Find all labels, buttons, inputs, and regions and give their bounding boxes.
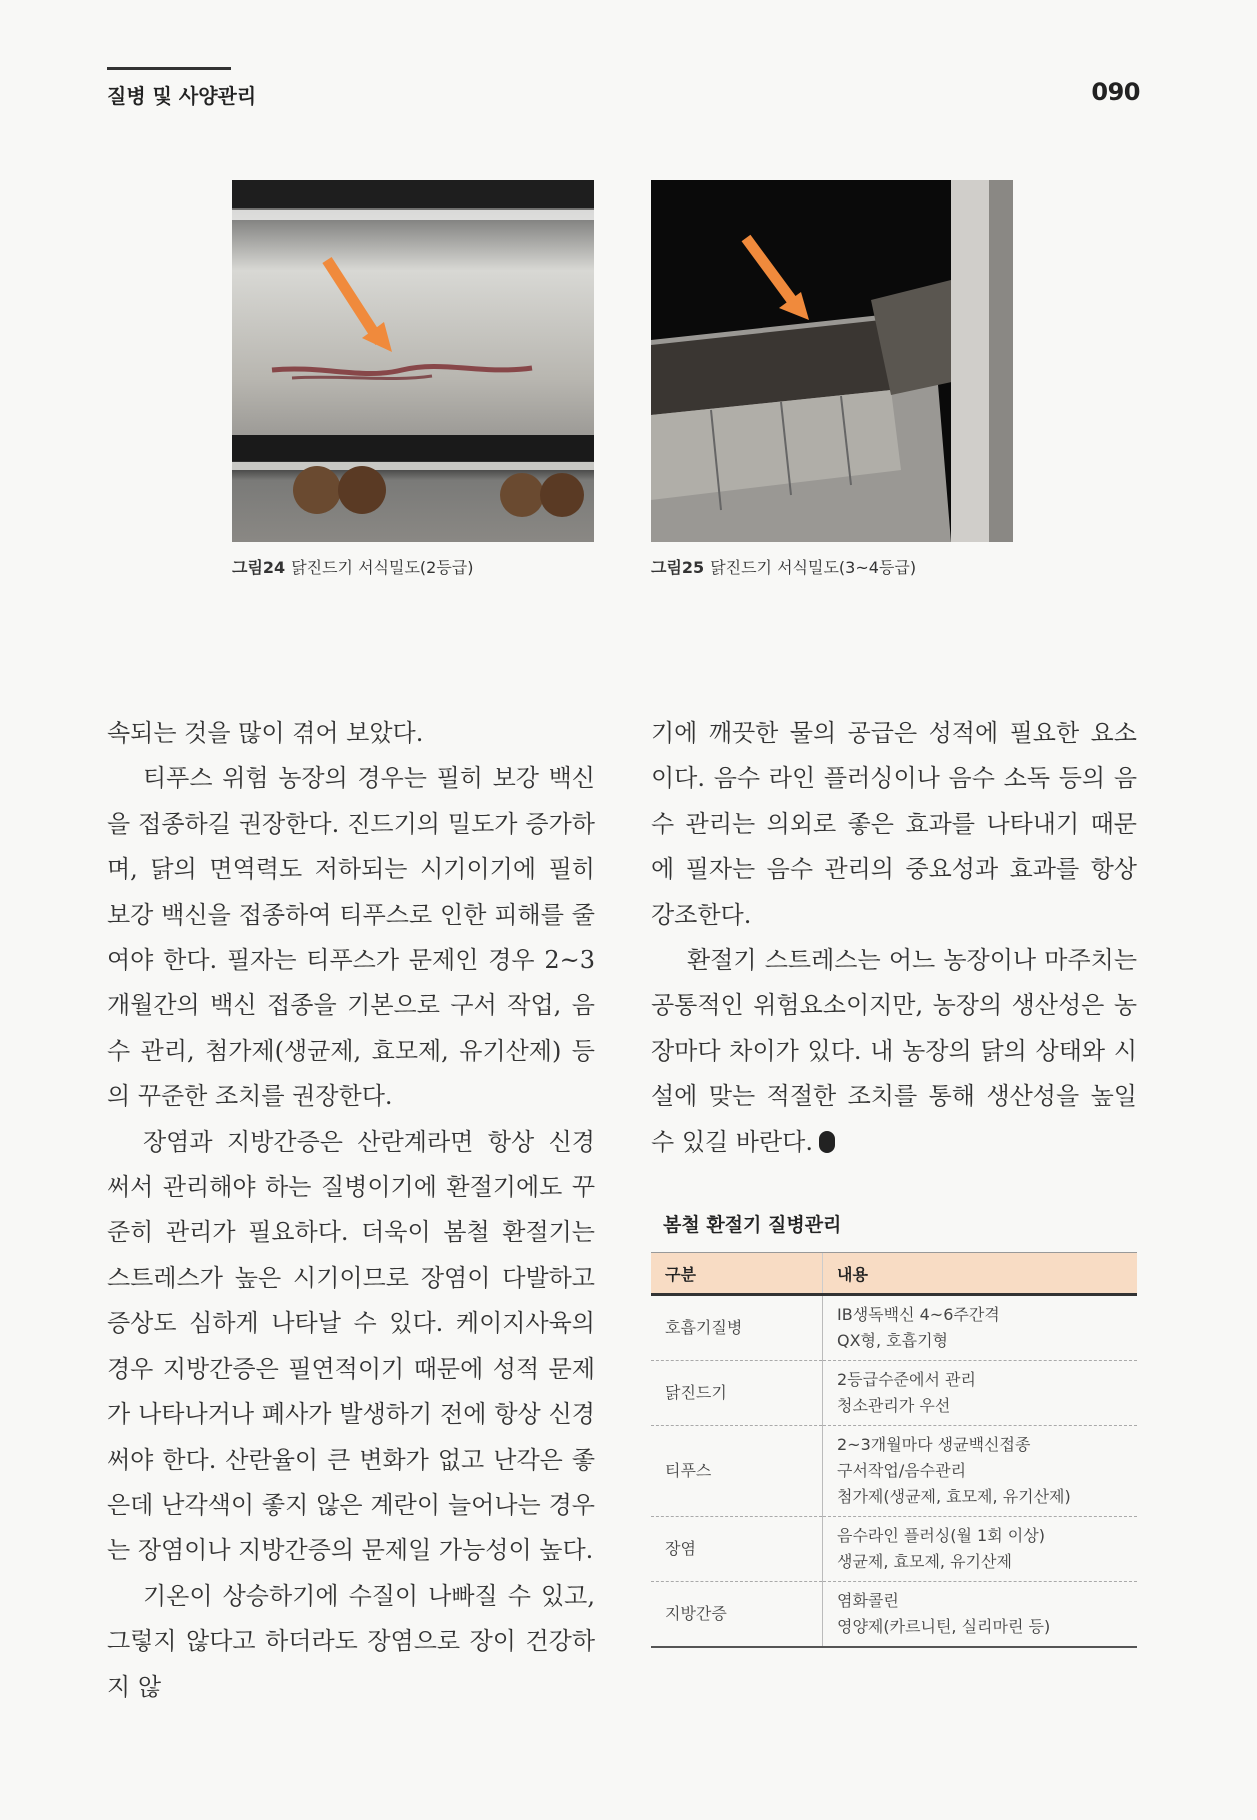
paragraph: 기온이 상승하기에 수질이 나빠질 수 있고, 그렇지 않다고 하더라도 장염으로 장이 건강하지 않 [107, 1581, 595, 1701]
table-title: 봄철 환절기 질병관리 [663, 1214, 842, 1236]
content-line: 생균제, 효모제, 유기산제 [837, 1552, 1012, 1571]
table-row [651, 1295, 1137, 1361]
content-line: 2~3개월마다 생균백신접종 [837, 1435, 1031, 1454]
content-line: 음수라인 플러싱(월 1회 이상) [837, 1526, 1045, 1545]
content-line: 첨가제(생균제, 효모제, 유기산제) [837, 1487, 1071, 1506]
content-cell [823, 1582, 1138, 1648]
category-cell: 호흡기질병 [651, 1295, 823, 1361]
body-column-left [107, 711, 595, 1710]
paragraph: 장염과 지방간증은 산란계라면 항상 신경 써서 관리해야 하는 질병이기에 환절기에도 꾸준히 관리가 필요하다. 더욱이 봄철 환절기는 스트레스가 높은 시기이므로 장염이 다발하고 증상도 심하게 나타날 수 있다. 케이지사육의 경우 지방간증은 필연적이기 때문에 성적 문제가 나타나거나 폐사가 발생하기 전에 항상 신경 써야 한다. 산란율이 큰 변화가 없고 난각은 좋은데 난각색이 좋지 않은 계란이 늘어나는 경우는 장염이나 지방간증의 문제일 가능성이 높다. [107, 1127, 595, 1565]
category-cell: 티푸스 [651, 1426, 823, 1517]
table-row [651, 1361, 1137, 1426]
table-row [651, 1426, 1137, 1517]
content-line: 청소관리가 우선 [837, 1396, 951, 1415]
table-header-row [651, 1253, 1137, 1295]
content-cell [823, 1426, 1138, 1517]
content-line: 염화콜린 [837, 1591, 899, 1610]
figure-caption-text: 닭진드기 서식밀도(3~4등급) [710, 558, 917, 577]
table-row [651, 1517, 1137, 1582]
content-line: IB생독백신 4~6주간격 [837, 1305, 1000, 1324]
figure-25-photo [651, 180, 1013, 542]
category-cell: 장염 [651, 1517, 823, 1582]
content-line: 구서작업/음수관리 [837, 1461, 967, 1480]
figure-25-caption [651, 555, 916, 578]
paragraph [651, 938, 1137, 1165]
figure-label: 그림25 [651, 558, 705, 577]
disease-management-table [651, 1252, 1137, 1648]
content-cell [823, 1361, 1138, 1426]
table-row [651, 1582, 1137, 1648]
header-rule [107, 67, 231, 70]
figure-caption-text: 닭진드기 서식밀도(2등급) [291, 558, 474, 577]
paragraph: 티푸스 위험 농장의 경우는 필히 보강 백신을 접종하길 권장한다. 진드기의 밀도가 증가하며, 닭의 면역력도 저하되는 시기이기에 필히 보강 백신을 접종하여 티푸스로 인한 피해를 줄여야 한다. 필자는 티푸스가 문제인 경우 2~3개월간의 백신 접종을 기본으로 구서 작업, 음수 관리, 첨가제(생균제, 효모제, 유기산제) 등의 꾸준한 조치를 권장한다. [107, 764, 595, 1111]
page-number: 090 [1091, 78, 1140, 106]
content-line: QX형, 호흡기형 [837, 1331, 949, 1350]
section-title: 질병 및 사양관리 [107, 84, 257, 108]
paragraph-text: 환절기 스트레스는 어느 농장이나 마주치는 공통적인 위험요소이지만, 농장의 생산성은 농장마다 차이가 있다. 내 농장의 닭의 상태와 시설에 맞는 적절한 조치를 통해 생산성을 높일 수 있길 바란다. [651, 946, 1137, 1156]
figure-label: 그림24 [232, 558, 286, 577]
column-header-content: 내용 [823, 1253, 1138, 1295]
paragraph: 기에 깨끗한 물의 공급은 성적에 필요한 요소이다. 음수 라인 플러싱이나 음수 소독 등의 음수 관리는 의외로 좋은 효과를 나타내기 때문에 필자는 음수 관리의 중요성과 효과를 항상 강조한다. [651, 719, 1137, 929]
paragraph: 속되는 것을 많이 겪어 보았다. [107, 719, 424, 747]
content-line: 2등급수준에서 관리 [837, 1370, 976, 1389]
figure-24-photo [232, 180, 594, 542]
content-line: 영양제(카르니틴, 실리마린 등) [837, 1617, 1051, 1636]
content-cell [823, 1295, 1138, 1361]
category-cell: 닭진드기 [651, 1361, 823, 1426]
body-column-right [651, 711, 1137, 1165]
content-cell [823, 1517, 1138, 1582]
column-header-category: 구분 [651, 1253, 823, 1295]
figure-24-caption [232, 555, 474, 578]
category-cell: 지방간증 [651, 1582, 823, 1648]
end-of-article-icon [819, 1131, 835, 1153]
